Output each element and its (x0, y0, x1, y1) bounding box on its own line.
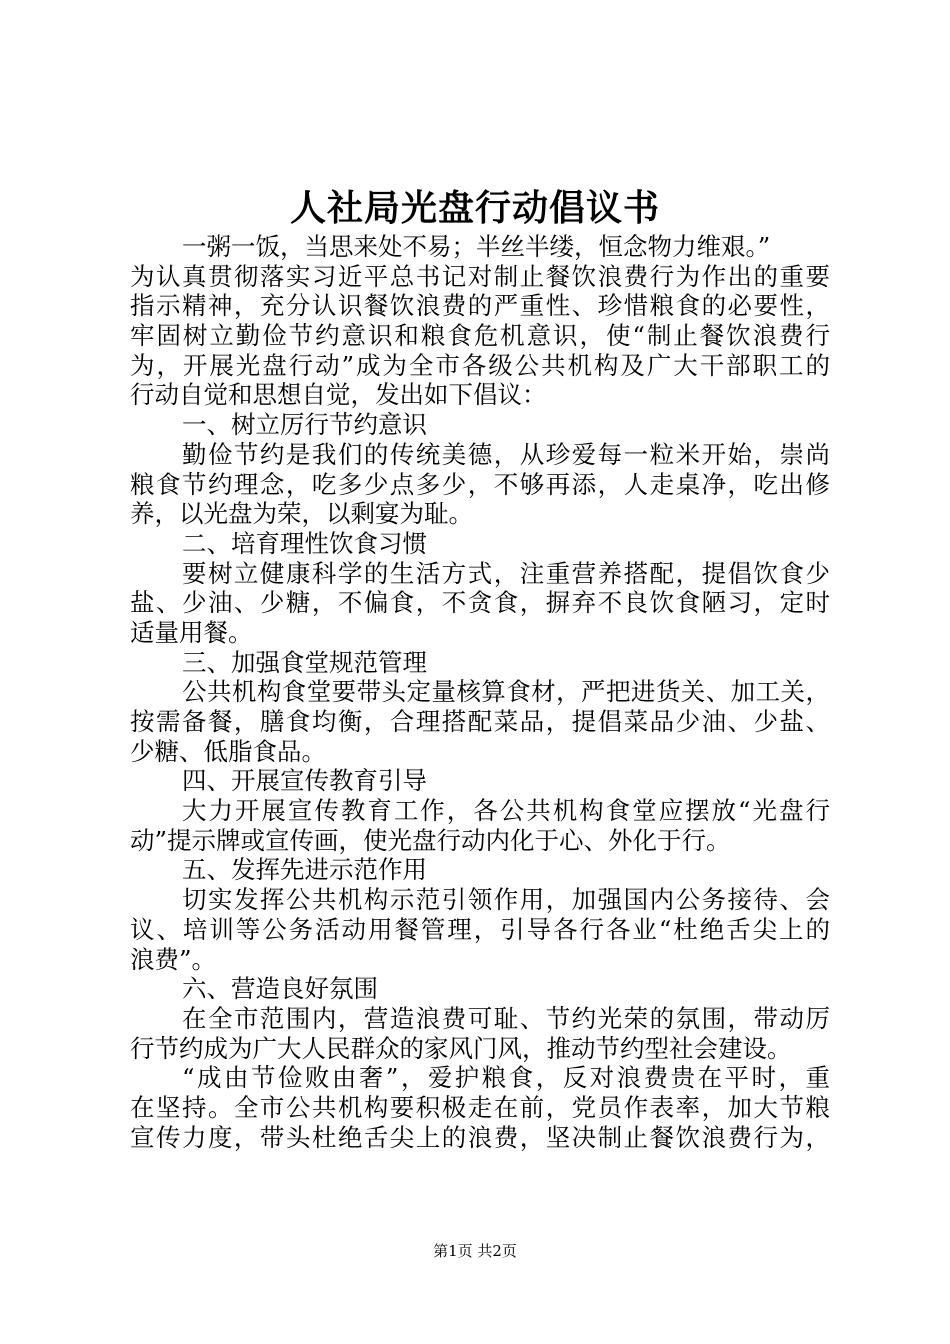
paragraph-line: 行节约成为广大人民群众的家风门风，推动节约型社会建设。 (130, 1033, 792, 1063)
paragraph-line: 二、培育理性饮食习惯 (182, 528, 427, 558)
paragraph-line: 宣传力度，带头杜绝舌尖上的浪费，坚决制止餐饮浪费行为， (130, 1122, 830, 1152)
paragraph-line: 切实发挥公共机构示范引领作用，加强国内公务接待、会 (182, 885, 830, 915)
paragraph-line: 按需备餐，膳食均衡，合理搭配菜品，提倡菜品少油、少盐、 (130, 707, 830, 736)
paragraph-line: 一、树立厉行节约意识 (182, 410, 427, 440)
paragraph-line: 五、发挥先进示范作用 (182, 855, 427, 885)
paragraph-line: 要树立健康科学的生活方式，注重营养搭配，提倡饮食少 (182, 558, 830, 588)
paragraph-line: 为认真贯彻落实习近平总书记对制止餐饮浪费行为作出的重要 (130, 261, 830, 291)
paragraph-line: 浪费”。 (130, 944, 217, 974)
paragraph-line: 行动自觉和思想自觉，发出如下倡议： (130, 380, 547, 410)
paragraph-line: 盐、少油、少糖，不偏食，不贪食，摒弃不良饮食陋习，定时 (130, 588, 830, 618)
paragraph-line: 议、培训等公务活动用餐管理，引导各行各业“杜绝舌尖上的 (130, 914, 830, 944)
paragraph-line: 在全市范围内，营造浪费可耻、节约光荣的氛围，带动厉 (182, 1003, 830, 1033)
paragraph-line: 三、加强食堂规范管理 (182, 647, 427, 677)
paragraph-line: “成由节俭败由奢”，爱护粮食，反对浪费贵在平时，重 (182, 1063, 830, 1093)
document-title: 人社局光盘行动倡议书 (289, 188, 660, 229)
paragraph-line: 四、开展宣传教育引导 (182, 766, 427, 796)
paragraph-line: 指示精神，充分认识餐饮浪费的严重性、珍惜粮食的必要性， (130, 291, 830, 321)
page-footer: 第1页 共2页 (433, 1242, 517, 1260)
paragraph-line: 公共机构食堂要带头定量核算食材，严把进货关、加工关， (182, 677, 830, 707)
paragraph-line: 养，以光盘为荣，以剩宴为耻。 (130, 499, 473, 529)
paragraph-line: 大力开展宣传教育工作，各公共机构食堂应摆放“光盘行 (182, 796, 830, 826)
paragraph-line: 一粥一饭，当思来处不易；半丝半缕，恒念物力维艰。” (182, 232, 771, 261)
paragraph-line: 少糖、低脂食品。 (130, 736, 326, 766)
document-body (130, 232, 830, 1152)
paragraph-line: 勤俭节约是我们的传统美德，从珍爱每一粒米开始，崇尚 (182, 439, 830, 469)
paragraph-line: 六、营造良好氛围 (182, 974, 378, 1004)
paragraph-line: 为，开展光盘行动”成为全市各级公共机构及广大干部职工的 (130, 350, 830, 380)
paragraph-line: 在坚持。全市公共机构要积极走在前，党员作表率，加大节粮 (130, 1092, 830, 1122)
paragraph-line: 适量用餐。 (130, 617, 253, 647)
paragraph-line: 动”提示牌或宣传画，使光盘行动内化于心、外化于行。 (130, 825, 731, 855)
paragraph-line: 牢固树立勤俭节约意识和粮食危机意识，使“制止餐饮浪费行 (130, 321, 830, 351)
paragraph-line: 粮食节约理念，吃多少点多少，不够再添，人走桌净，吃出修 (130, 469, 830, 499)
